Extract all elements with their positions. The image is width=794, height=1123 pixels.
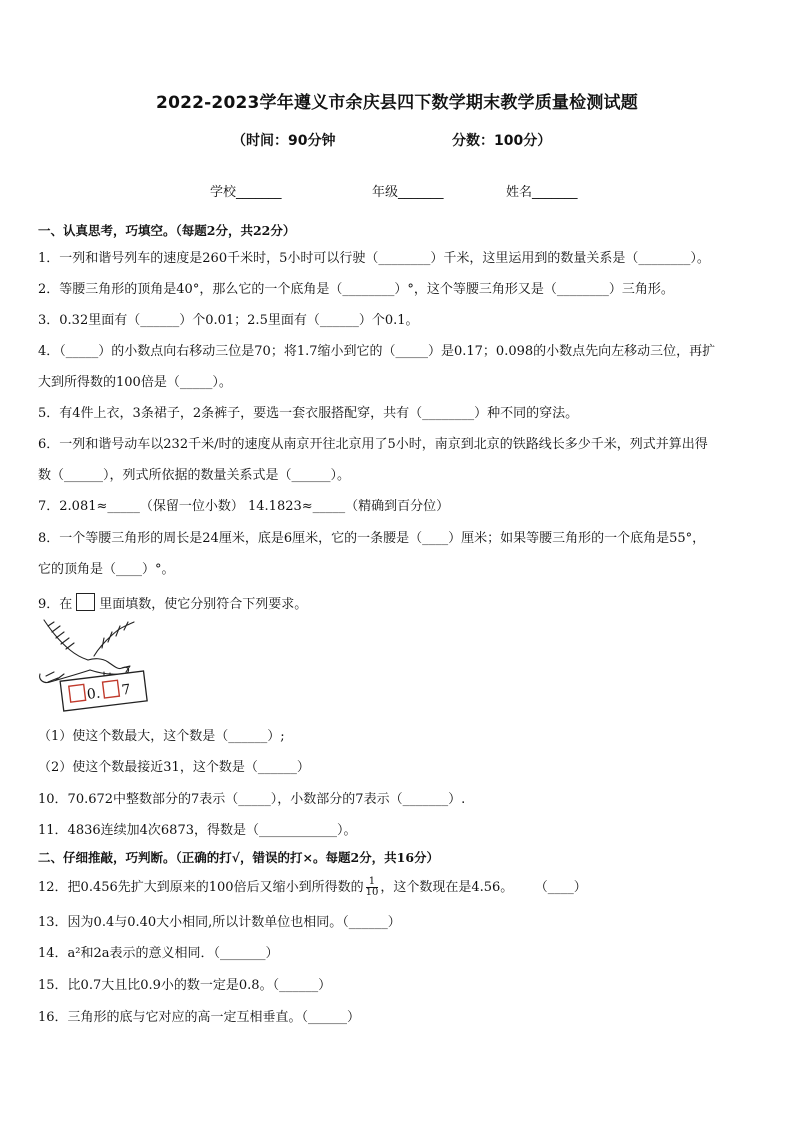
- name-field: 姓名_______: [506, 185, 578, 200]
- question-2: 2．等腰三角形的顶角是40°，那么它的一个底角是（________）°，这个等腰三角形又是（________）三角形。: [38, 282, 674, 297]
- question-16: 16．三角形的底与它对应的高一定互相垂直。（______）: [38, 1010, 361, 1025]
- page-title: 2022-2023学年遵义市余庆县四下数学期末教学质量检测试题: [156, 93, 638, 113]
- question-14: 14．a²和2a表示的意义相同．（_______）: [38, 946, 279, 961]
- fraction-denominator: 10: [365, 887, 379, 898]
- school-field: 学校_______: [210, 185, 282, 200]
- section-2-heading: 二、仔细推敲，巧判断。（正确的打√，错误的打×。每题2分，共16分）: [38, 850, 440, 865]
- section-1-heading: 一、认真思考，巧填空。（每题2分，共22分）: [38, 223, 296, 238]
- grade-field: 年级_______: [372, 185, 444, 200]
- bird-holding-card-illustration: [34, 616, 166, 716]
- blank-box-icon: [76, 593, 95, 611]
- question-9-suffix: 里面填数，使它分别符合下列要求。: [99, 597, 308, 612]
- question-4-line-2: 大到所得数的100倍是（_____）。: [38, 375, 232, 390]
- question-5: 5．有4件上衣，3条裙子，2条裤子，要选一套衣服搭配穿，共有（________）种不同的穿法。: [38, 406, 579, 421]
- question-9: [38, 593, 307, 613]
- fraction-numerator: 1: [366, 877, 379, 888]
- question-10: 10．70.672中整数部分的7表示（_____），小数部分的7表示（_______）.: [38, 792, 466, 807]
- question-6-line-2: 数（______），列式所依据的数量关系式是（______）。: [38, 468, 351, 483]
- question-11: 11．4836连续加4次6873，得数是（____________）。: [38, 823, 357, 838]
- question-4-line-1: 4．（_____）的小数点向右移动三位是70；将1.7缩小到它的（_____）是0.17；0.098的小数点先向左移动三位，再扩: [38, 344, 716, 359]
- question-12-suffix: ，这个数现在是4.56。: [380, 880, 514, 895]
- bird-body-icon: [88, 659, 129, 675]
- question-9-prefix: 9．在: [38, 597, 73, 612]
- question-8-line-2: 它的顶角是（____）°。: [38, 562, 175, 577]
- card-dot: 0.: [86, 685, 102, 704]
- question-13: 13．因为0.4与0.40大小相同,所以计数单位也相同。（______）: [38, 915, 401, 930]
- question-12: [38, 877, 587, 898]
- right-wing-icon: [94, 622, 134, 656]
- fraction: [366, 877, 379, 898]
- question-12-answer: （____）: [541, 880, 587, 895]
- question-3: 3．0.32里面有（______）个0.01；2.5里面有（______）个0.1。: [38, 313, 419, 328]
- question-15: 15．比0.7大且比0.9小的数一定是0.8。（______）: [38, 978, 332, 993]
- question-7: 7．2.081≈_____（保留一位小数） 14.1823≈_____（精确到百分位）: [38, 499, 450, 514]
- question-9-part-1: （1）使这个数最大，这个数是（______）;: [38, 729, 285, 744]
- question-6-line-1: 6．一列和谐号动车以232千米/时的速度从南京开往北京用了5小时，南京到北京的铁路线长多少千米，列式并算出得: [38, 437, 708, 452]
- question-12-prefix: 12．把0.456先扩大到原来的100倍后又缩小到所得数的: [38, 880, 364, 895]
- question-1: 1．一列和谐号列车的速度是260千米时，5小时可以行驶（________）千米，这里运用到的数量关系是（________）。: [38, 251, 710, 266]
- card-digit: 7: [120, 681, 132, 699]
- exam-score: 分数：100分）: [452, 133, 552, 149]
- question-8-line-1: 8．一个等腰三角形的周长是24厘米，底是6厘米，它的一条腰是（____）厘米；如果等腰三角形的一个底角是55°，: [38, 531, 706, 546]
- exam-time: （时间：90分钟: [232, 133, 336, 149]
- question-9-part-2: （2）使这个数最接近31，这个数是（______）: [38, 760, 310, 775]
